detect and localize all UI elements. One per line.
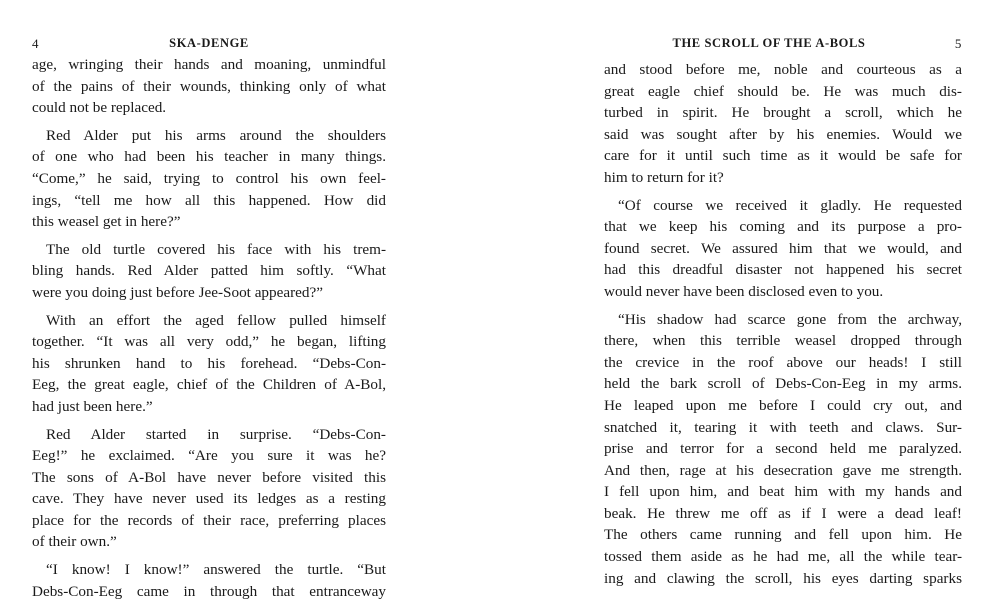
text-line: “I know! I know!” answered the turtle. “But [46,561,386,579]
page-number: 4 [32,36,40,51]
text-line: of their own.” [32,533,117,551]
text-line: “Come,” he said, trying to control his own feel- [32,169,386,187]
text-line: He leaped upon me before I could cry out, and [604,396,962,414]
text-line: “His shadow had scarce gone from the archway, [618,310,962,328]
text-line: snatched it, tearing it with teeth and claws. Sur- [604,418,962,436]
page-number: 5 [954,36,962,51]
running-head: SKA-DENGE [169,36,249,50]
text-line: cave. They have never used its ledges as a resting [32,490,386,508]
text-line: age, wringing their hands and moaning, unmindful [32,56,386,73]
left-page-body [32,54,386,602]
text-line: held the bark scroll of Debs-Con-Eeg in my arms. [604,375,962,393]
text-line: And then, rage at his desecration gave me strength. [604,461,962,479]
text-line: place for the records of their race, preferring places [32,511,386,529]
text-line: The sons of A-Bol have never before visited this [32,468,386,486]
right-page-header [604,36,962,52]
text-line: With an effort the aged fellow pulled himself [46,311,386,329]
text-line: and stood before me, noble and courteous as a [604,61,962,78]
text-line: care for it until such time as it would be safe for [604,147,962,165]
text-line: great eagle chief should be. He was much dis- [604,82,962,100]
text-line: him to return for it? [604,168,724,186]
text-line: turbed in spirit. He brought a scroll, which he [604,104,962,122]
text-line: found secret. We assured him that we would, and [604,239,962,257]
text-line: The old turtle covered his face with his trem- [46,240,386,258]
text-line: Debs-Con-Eeg came in through that entranceway [32,582,386,600]
text-line: would never have been disclosed even to you. [604,282,884,300]
text-line: there, when this terrible weasel dropped through [604,332,962,350]
text-line: this weasel get in here?” [32,213,181,231]
text-line: bling hands. Red Alder patted him softly. “What [32,262,386,280]
text-line: had this dreadful disaster not happened his secret [604,261,962,279]
text-line: Eeg!” he exclaimed. “Are you sure it was he? [32,447,386,465]
running-head: THE SCROLL OF THE A-BOLS [672,36,866,50]
text-line: ing and clawing the scroll, his eyes darting sparks [604,569,962,587]
text-line: I fell upon him, and beat him with my hands and [604,483,962,501]
text-line: tossed them aside as he had me, all the while tear- [604,548,962,566]
text-line: “Of course we received it gladly. He requested [618,196,962,214]
text-line: together. “It was all very odd,” he began, lifting [32,333,386,351]
text-line: ings, “tell me how all this happened. How did [32,191,386,209]
text-line: his shrunken hand to his forehead. “Debs-Con- [32,354,386,372]
text-line: could not be replaced. [32,99,167,117]
text-line: Red Alder put his arms around the shoulders [46,126,386,144]
text-line: said was sought after by his enemies. Would we [604,125,962,143]
text-line: that we keep his coming and its purpose a pro- [604,218,962,236]
text-line: Red Alder started in surprise. “Debs-Con- [46,425,386,443]
text-line: of one who had been his teacher in many things. [32,148,386,166]
text-line: prise and terror for a second held me paralyzed. [604,440,962,458]
right-page-body [604,59,962,589]
left-page-header [32,36,386,52]
text-line: the crevice in the roof above our heads! I still [604,353,962,371]
text-line: Eeg, the great eagle, chief of the Children of A-Bol, [32,376,386,394]
text-line: The others came running and fell upon him. He [604,526,962,544]
text-line: were you doing just before Jee-Soot appeared?” [32,283,323,301]
text-line: beak. He threw me off as if I were a dead leaf! [604,504,962,522]
text-line: had just been here.” [32,397,153,415]
text-line: of the pains of their wounds, thinking only of what [32,77,386,95]
